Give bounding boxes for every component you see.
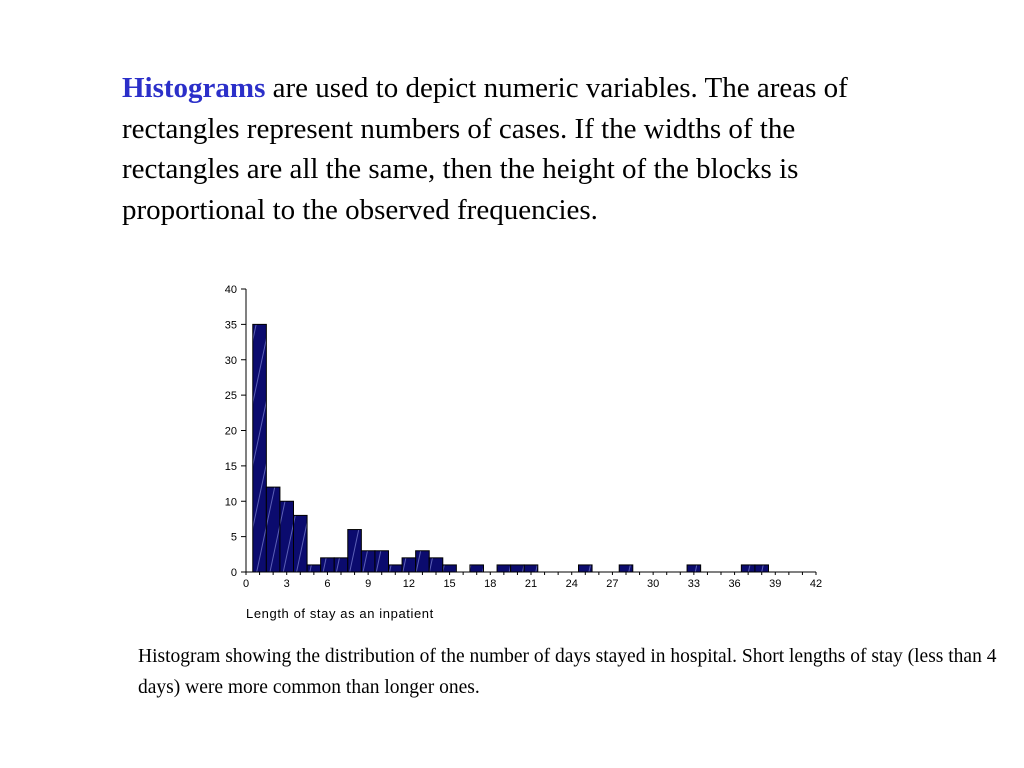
- x-tick-label: 18: [484, 578, 497, 590]
- intro-highlight: Histograms: [122, 72, 266, 104]
- histogram-bar: [497, 565, 511, 572]
- y-tick-label: 15: [224, 460, 237, 473]
- histogram-bar: [416, 551, 430, 572]
- caption: Histogram showing the distribution of the number of days stayed in hospital. Short lengths of stay (less than 4 days) were more common than longer ones.: [138, 646, 997, 698]
- x-tick-label: 36: [728, 578, 741, 590]
- histogram-bar: [619, 565, 633, 572]
- histogram-bar: [321, 558, 335, 572]
- histogram-bar: [687, 565, 701, 572]
- y-tick-label: 35: [224, 319, 237, 332]
- histogram-bar: [470, 565, 484, 572]
- y-tick-label: 10: [224, 496, 237, 509]
- histogram-bar: [361, 551, 375, 572]
- y-tick-label: 30: [224, 354, 237, 367]
- x-tick-label: 39: [769, 578, 782, 590]
- y-tick-label: 0: [230, 567, 237, 579]
- x-axis-title: Length of stay as an inpatient: [246, 606, 434, 621]
- y-tick-label: 40: [224, 284, 237, 296]
- y-tick-label: 5: [230, 531, 237, 544]
- bars-group: [253, 324, 769, 572]
- x-tick-label: 15: [443, 578, 456, 590]
- histogram-bar: [266, 487, 280, 572]
- histogram-bar: [741, 565, 755, 572]
- histogram-bar: [389, 565, 403, 572]
- x-tick-label: 42: [809, 578, 823, 590]
- x-tick-label: 27: [606, 578, 619, 590]
- histogram-bar: [511, 565, 525, 572]
- histogram-bar: [334, 558, 348, 572]
- x-tick-label: 24: [565, 578, 578, 590]
- x-tick-label: 9: [365, 578, 372, 590]
- x-tick-label: 3: [283, 578, 290, 590]
- histogram-bar: [348, 530, 362, 572]
- histogram-bar: [402, 558, 416, 572]
- histogram-bar: [375, 551, 389, 572]
- histogram-bar: [294, 515, 308, 572]
- x-tick-label: 12: [402, 578, 415, 590]
- x-tick-label: 30: [647, 578, 660, 590]
- x-tick-label: 0: [242, 578, 250, 590]
- y-tick-label: 25: [224, 390, 237, 403]
- histogram-bar: [443, 565, 457, 572]
- histogram-bar: [755, 565, 769, 572]
- histogram-bar: [579, 565, 593, 572]
- histogram-bar: [524, 565, 538, 572]
- histogram-bar: [429, 558, 443, 572]
- histogram-bar: [307, 565, 321, 572]
- x-tick-label: 6: [324, 578, 331, 590]
- intro-text: are used to depict numeric variables. The areas of rectangles represent numbers of cases. If the widths of the rectangles are all the same, then the height of the blocks is proportional to the observed frequencies.: [122, 72, 848, 226]
- histogram-bar: [253, 324, 267, 572]
- y-tick-label: 20: [224, 425, 237, 438]
- axes-group: [225, 284, 822, 590]
- x-tick-label: 21: [524, 578, 538, 590]
- histogram-bar: [280, 501, 294, 572]
- x-tick-label: 33: [687, 578, 700, 590]
